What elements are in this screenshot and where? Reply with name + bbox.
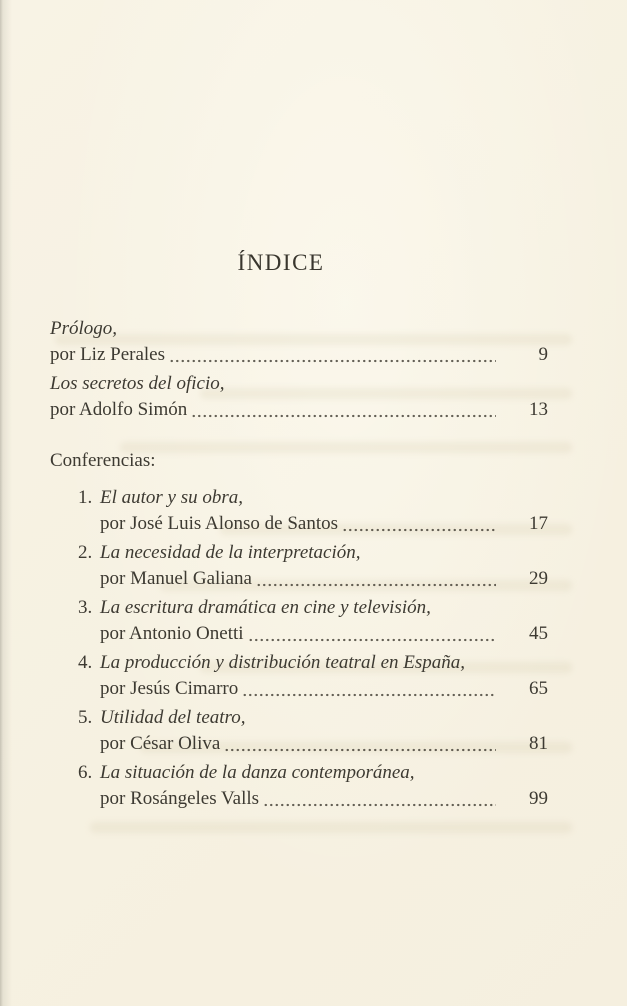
entry-author-line: [50, 397, 548, 423]
dot-leader: [256, 566, 496, 592]
entry-author: por Antonio Onetti: [100, 623, 244, 644]
entry-author: por José Luis Alonso de Santos: [100, 513, 339, 534]
page-title: ÍNDICE: [237, 250, 325, 275]
entry-page-number: 13: [529, 399, 548, 420]
entry-title: El autor y su obra,: [100, 487, 244, 508]
dot-leader: [242, 676, 496, 702]
entry-author-line: [50, 676, 548, 702]
dot-leader: [169, 342, 496, 368]
entry-title-line: [50, 540, 548, 566]
entry-author: por César Oliva: [100, 733, 221, 754]
section-heading: Conferencias:: [50, 450, 156, 471]
entry-number: 3.: [78, 597, 93, 618]
dot-leader: [224, 731, 496, 757]
entry-title: La escritura dramática en cine y televisión,: [100, 597, 431, 618]
entry-author: por Jesús Cimarro: [100, 678, 239, 699]
front-matter: [50, 316, 548, 423]
entry-page-number: 9: [538, 344, 548, 365]
toc-entry-lecture-4: [50, 650, 548, 702]
entry-page-number: 29: [529, 568, 548, 589]
toc-entry-lecture-2: [50, 540, 548, 592]
entry-title-line: [50, 650, 548, 676]
toc-entry-lecture-5: [50, 705, 548, 757]
dot-leader: [342, 511, 496, 537]
entry-title-line: [50, 485, 548, 511]
entry-author: por Liz Perales: [50, 344, 166, 365]
entry-author-line: [50, 511, 548, 537]
page-showthrough: [90, 822, 572, 833]
entry-title: La situación de la danza contemporánea,: [100, 762, 415, 783]
entry-author: por Rosángeles Valls: [100, 788, 260, 809]
toc-entry-lecture-3: [50, 595, 548, 647]
entry-author-line: [50, 621, 548, 647]
entry-author: por Manuel Galiana: [100, 568, 252, 589]
entry-title-line: [50, 316, 548, 342]
entry-title: Los secretos del oficio,: [50, 373, 225, 394]
entry-title: La necesidad de la interpretación,: [100, 542, 361, 563]
entry-page-number: 17: [529, 513, 548, 534]
entry-author-line: [50, 342, 548, 368]
dot-leader: [191, 397, 496, 423]
toc-entry-lecture-1: [50, 485, 548, 537]
entry-author-line: [50, 566, 548, 592]
dot-leader: [248, 621, 496, 647]
entry-title: Utilidad del teatro,: [100, 707, 246, 728]
entry-number: 6.: [78, 762, 93, 783]
entry-title-line: [50, 595, 548, 621]
entry-page-number: 99: [529, 788, 548, 809]
entry-page-number: 45: [529, 623, 548, 644]
entry-title: Prólogo,: [50, 318, 118, 339]
entry-page-number: 81: [529, 733, 548, 754]
entry-author: por Adolfo Simón: [50, 399, 188, 420]
toc-entry-prologo: [50, 316, 548, 368]
entry-number: 4.: [78, 652, 93, 673]
entry-title-line: [50, 371, 548, 397]
page-left-edge-shadow: [0, 0, 12, 1006]
entry-title: La producción y distribución teatral en España,: [100, 652, 466, 673]
dot-leader: [263, 786, 496, 812]
entry-author-line: [50, 731, 548, 757]
toc-entry-secretos: [50, 371, 548, 423]
toc-entry-lecture-6: [50, 760, 548, 812]
entry-number: 1.: [78, 487, 93, 508]
toc-content: [50, 0, 548, 815]
entry-author-line: [50, 786, 548, 812]
entry-number: 2.: [78, 542, 93, 563]
entry-number: 5.: [78, 707, 93, 728]
entry-title-line: [50, 760, 548, 786]
lectures-list: [50, 485, 548, 812]
entry-page-number: 65: [529, 678, 548, 699]
entry-title-line: [50, 705, 548, 731]
